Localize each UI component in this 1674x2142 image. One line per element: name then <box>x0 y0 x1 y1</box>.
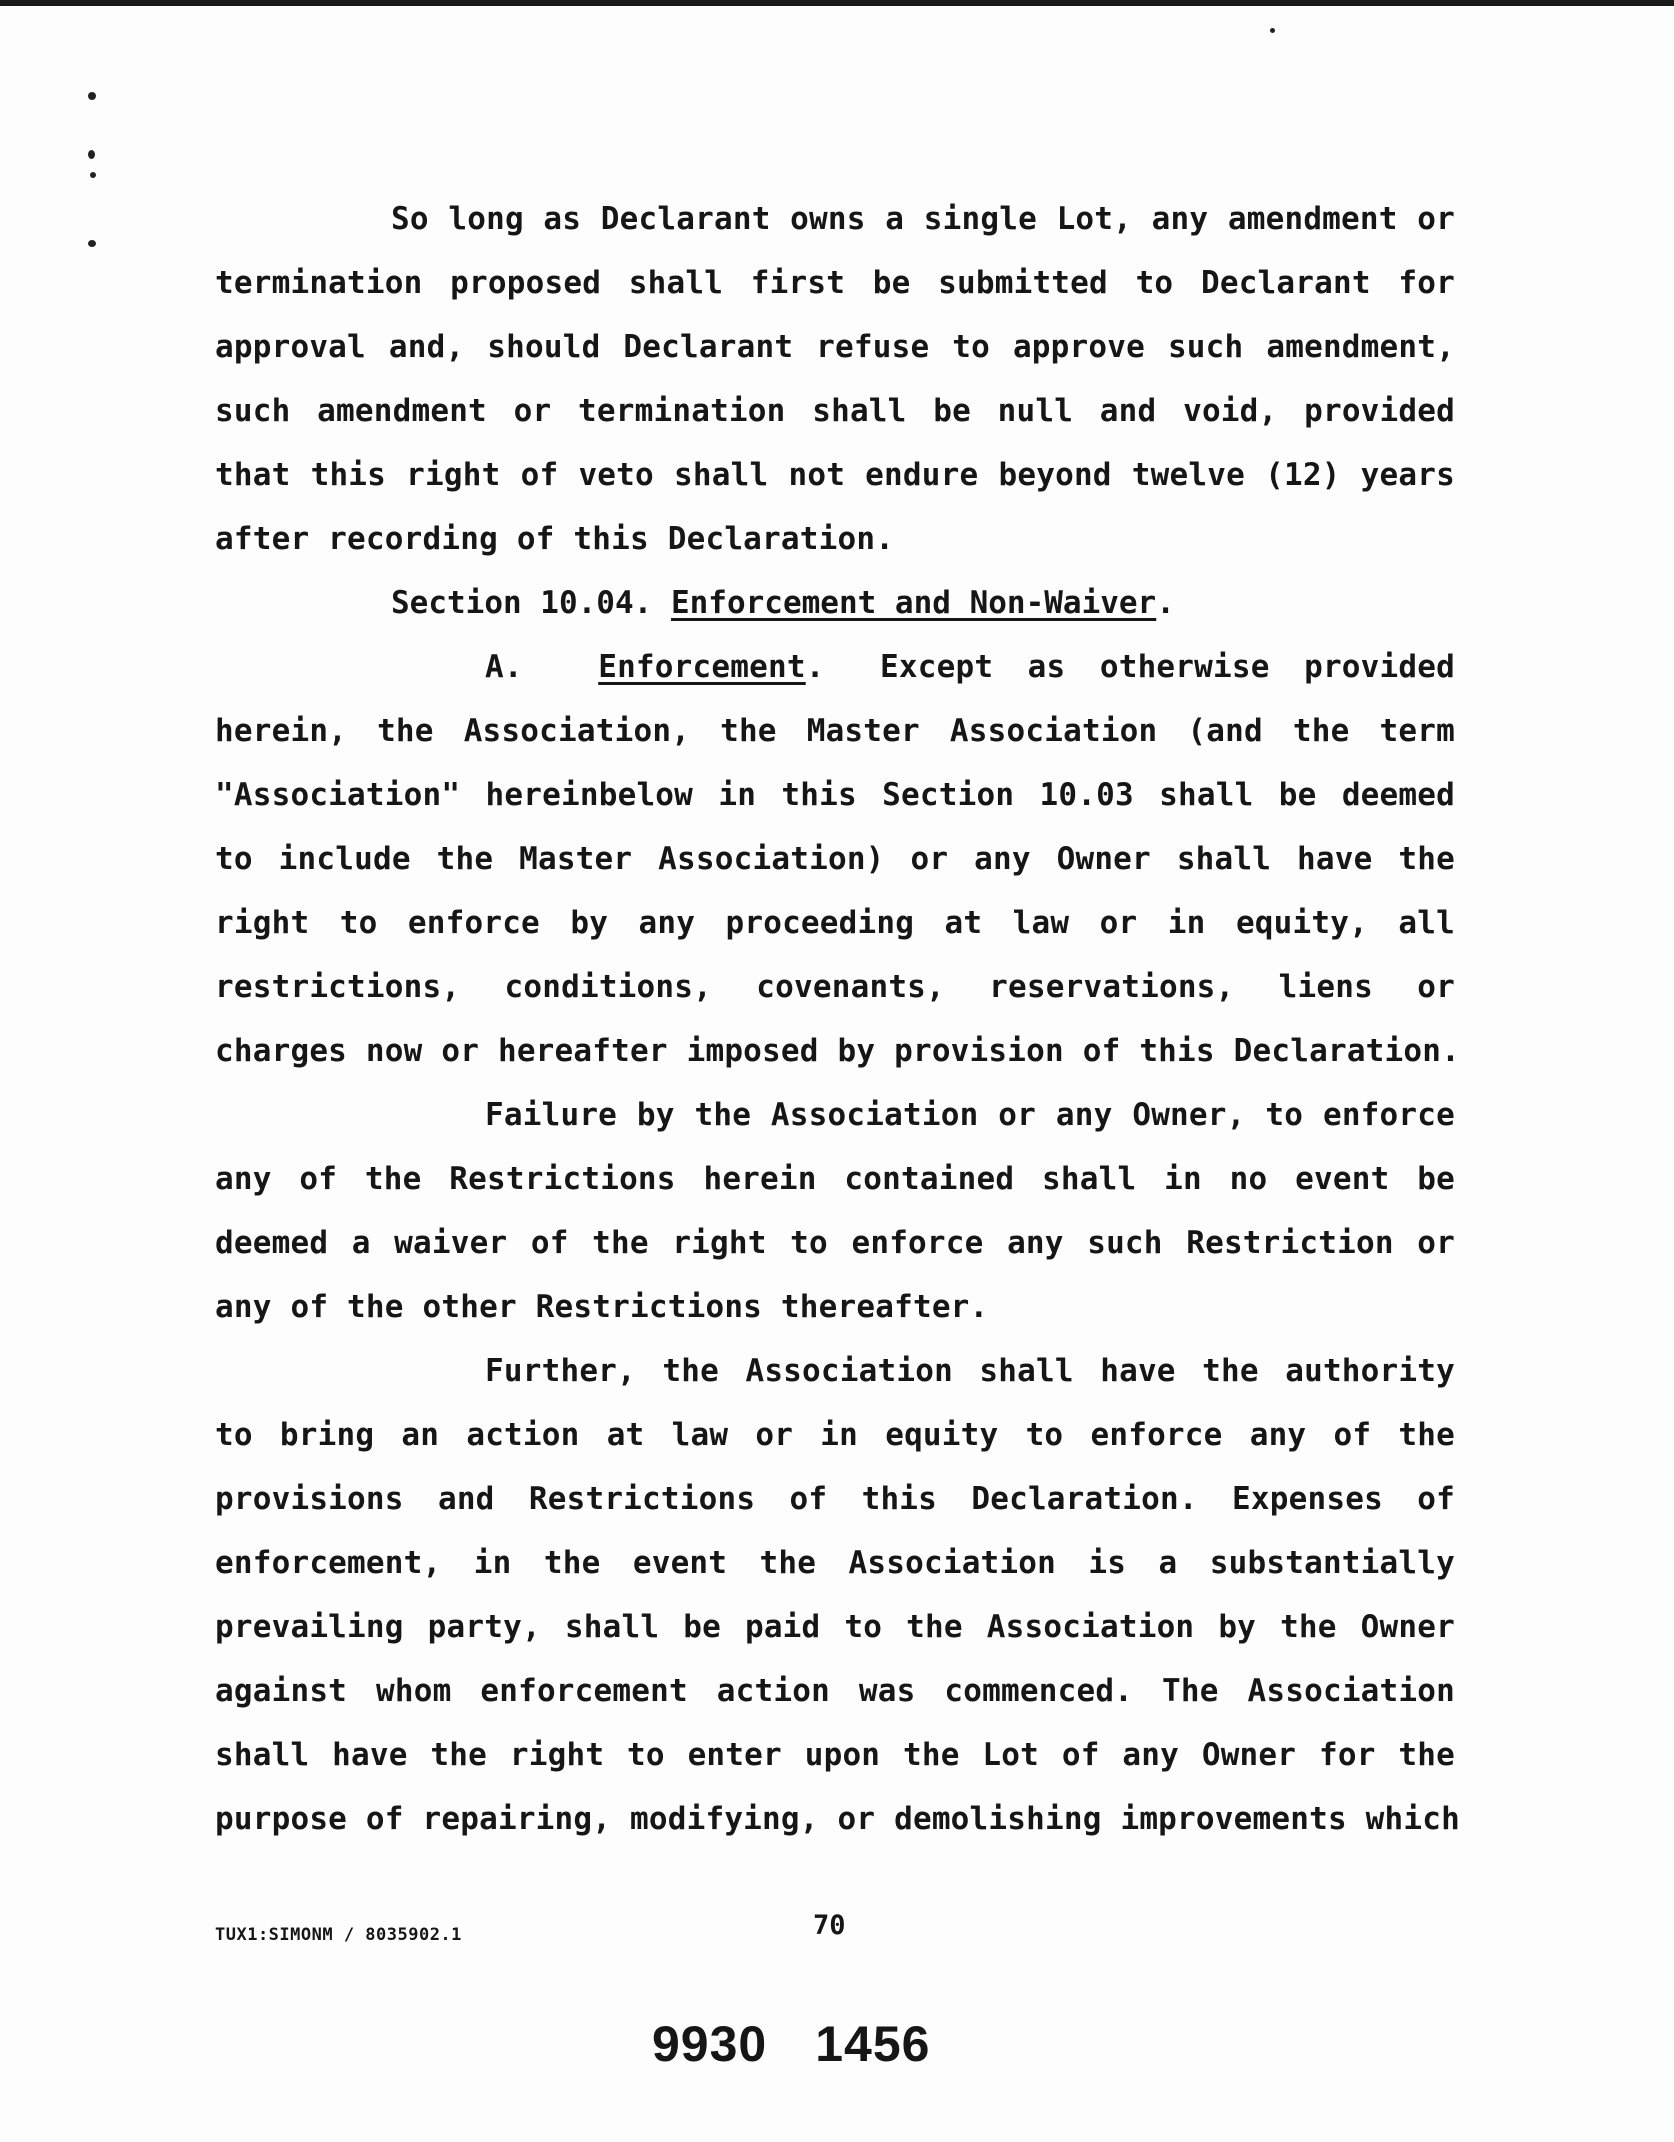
failure-paragraph-line: Failure by the Association or any Owner, to enforce <box>485 1097 1455 1133</box>
subsection-a-line: "Association" hereinbelow in this Section 10.03 shall be deemed <box>215 777 1455 813</box>
further-paragraph-line: provisions and Restrictions of this Declaration. Expenses of <box>215 1481 1455 1517</box>
subsection-a-line: restrictions, conditions, covenants, reservations, liens or <box>215 969 1455 1005</box>
subsection-a-line: charges now or hereafter imposed by provision of this Declaration. <box>215 1033 1460 1069</box>
scan-speck <box>88 240 96 247</box>
further-paragraph-line: Further, the Association shall have the authority <box>485 1353 1455 1389</box>
subsection-title-period: . <box>805 649 825 685</box>
failure-paragraph-line: any of the other Restrictions thereafter. <box>215 1289 989 1325</box>
section-heading <box>391 583 1175 623</box>
failure-paragraph-line: any of the Restrictions herein contained shall in no event be <box>215 1161 1455 1197</box>
recording-stamp <box>652 2015 930 2073</box>
scan-speck <box>88 150 95 159</box>
page-number: 70 <box>813 1910 846 1941</box>
subsection-a-line: right to enforce by any proceeding at law or in equity, all <box>215 905 1455 941</box>
scan-speck <box>88 92 96 100</box>
section-title: Enforcement and Non-Waiver <box>670 585 1157 621</box>
subsection-title: Enforcement <box>598 649 806 685</box>
subsection-label: A. <box>485 649 523 685</box>
subsection-a-label-group <box>485 647 825 687</box>
further-paragraph-line: enforcement, in the event the Association is a substantially <box>215 1545 1455 1581</box>
subsection-a-first-line-text: Except as otherwise provided <box>880 649 1455 685</box>
failure-paragraph-line: deemed a waiver of the right to enforce any such Restriction or <box>215 1225 1455 1261</box>
paragraph-1-line: approval and, should Declarant refuse to approve such amendment, <box>215 329 1455 365</box>
paragraph-1-line: So long as Declarant owns a single Lot, any amendment or <box>391 201 1455 237</box>
further-paragraph-line: to bring an action at law or in equity to enforce any of the <box>215 1417 1455 1453</box>
subsection-a-line: to include the Master Association) or any Owner shall have the <box>215 841 1455 877</box>
paragraph-1-line: after recording of this Declaration. <box>215 521 895 557</box>
section-title-period: . <box>1156 585 1175 621</box>
scan-speck <box>90 172 96 178</box>
stamp-book-number: 9930 <box>652 2016 768 2072</box>
section-number: Section 10.04. <box>391 585 653 621</box>
scan-speck <box>1270 28 1275 33</box>
further-paragraph-line: prevailing party, shall be paid to the Association by the Owner <box>215 1609 1455 1645</box>
paragraph-1-line: such amendment or termination shall be null and void, provided <box>215 393 1455 429</box>
further-paragraph-line: purpose of repairing, modifying, or demolishing improvements which <box>215 1801 1460 1837</box>
subsection-a-line: herein, the Association, the Master Association (and the term <box>215 713 1455 749</box>
stamp-page-number: 1456 <box>815 2016 931 2072</box>
paragraph-1-line: termination proposed shall first be submitted to Declarant for <box>215 265 1455 301</box>
paragraph-1-line: that this right of veto shall not endure beyond twelve (12) years <box>215 457 1455 493</box>
further-paragraph-line: shall have the right to enter upon the Lot of any Owner for the <box>215 1737 1455 1773</box>
subsection-a-heading <box>485 647 1455 687</box>
scan-top-edge <box>0 0 1674 6</box>
further-paragraph-line: against whom enforcement action was commenced. The Association <box>215 1673 1455 1709</box>
document-code: TUX1:SIMONM / 8035902.1 <box>215 1925 462 1945</box>
